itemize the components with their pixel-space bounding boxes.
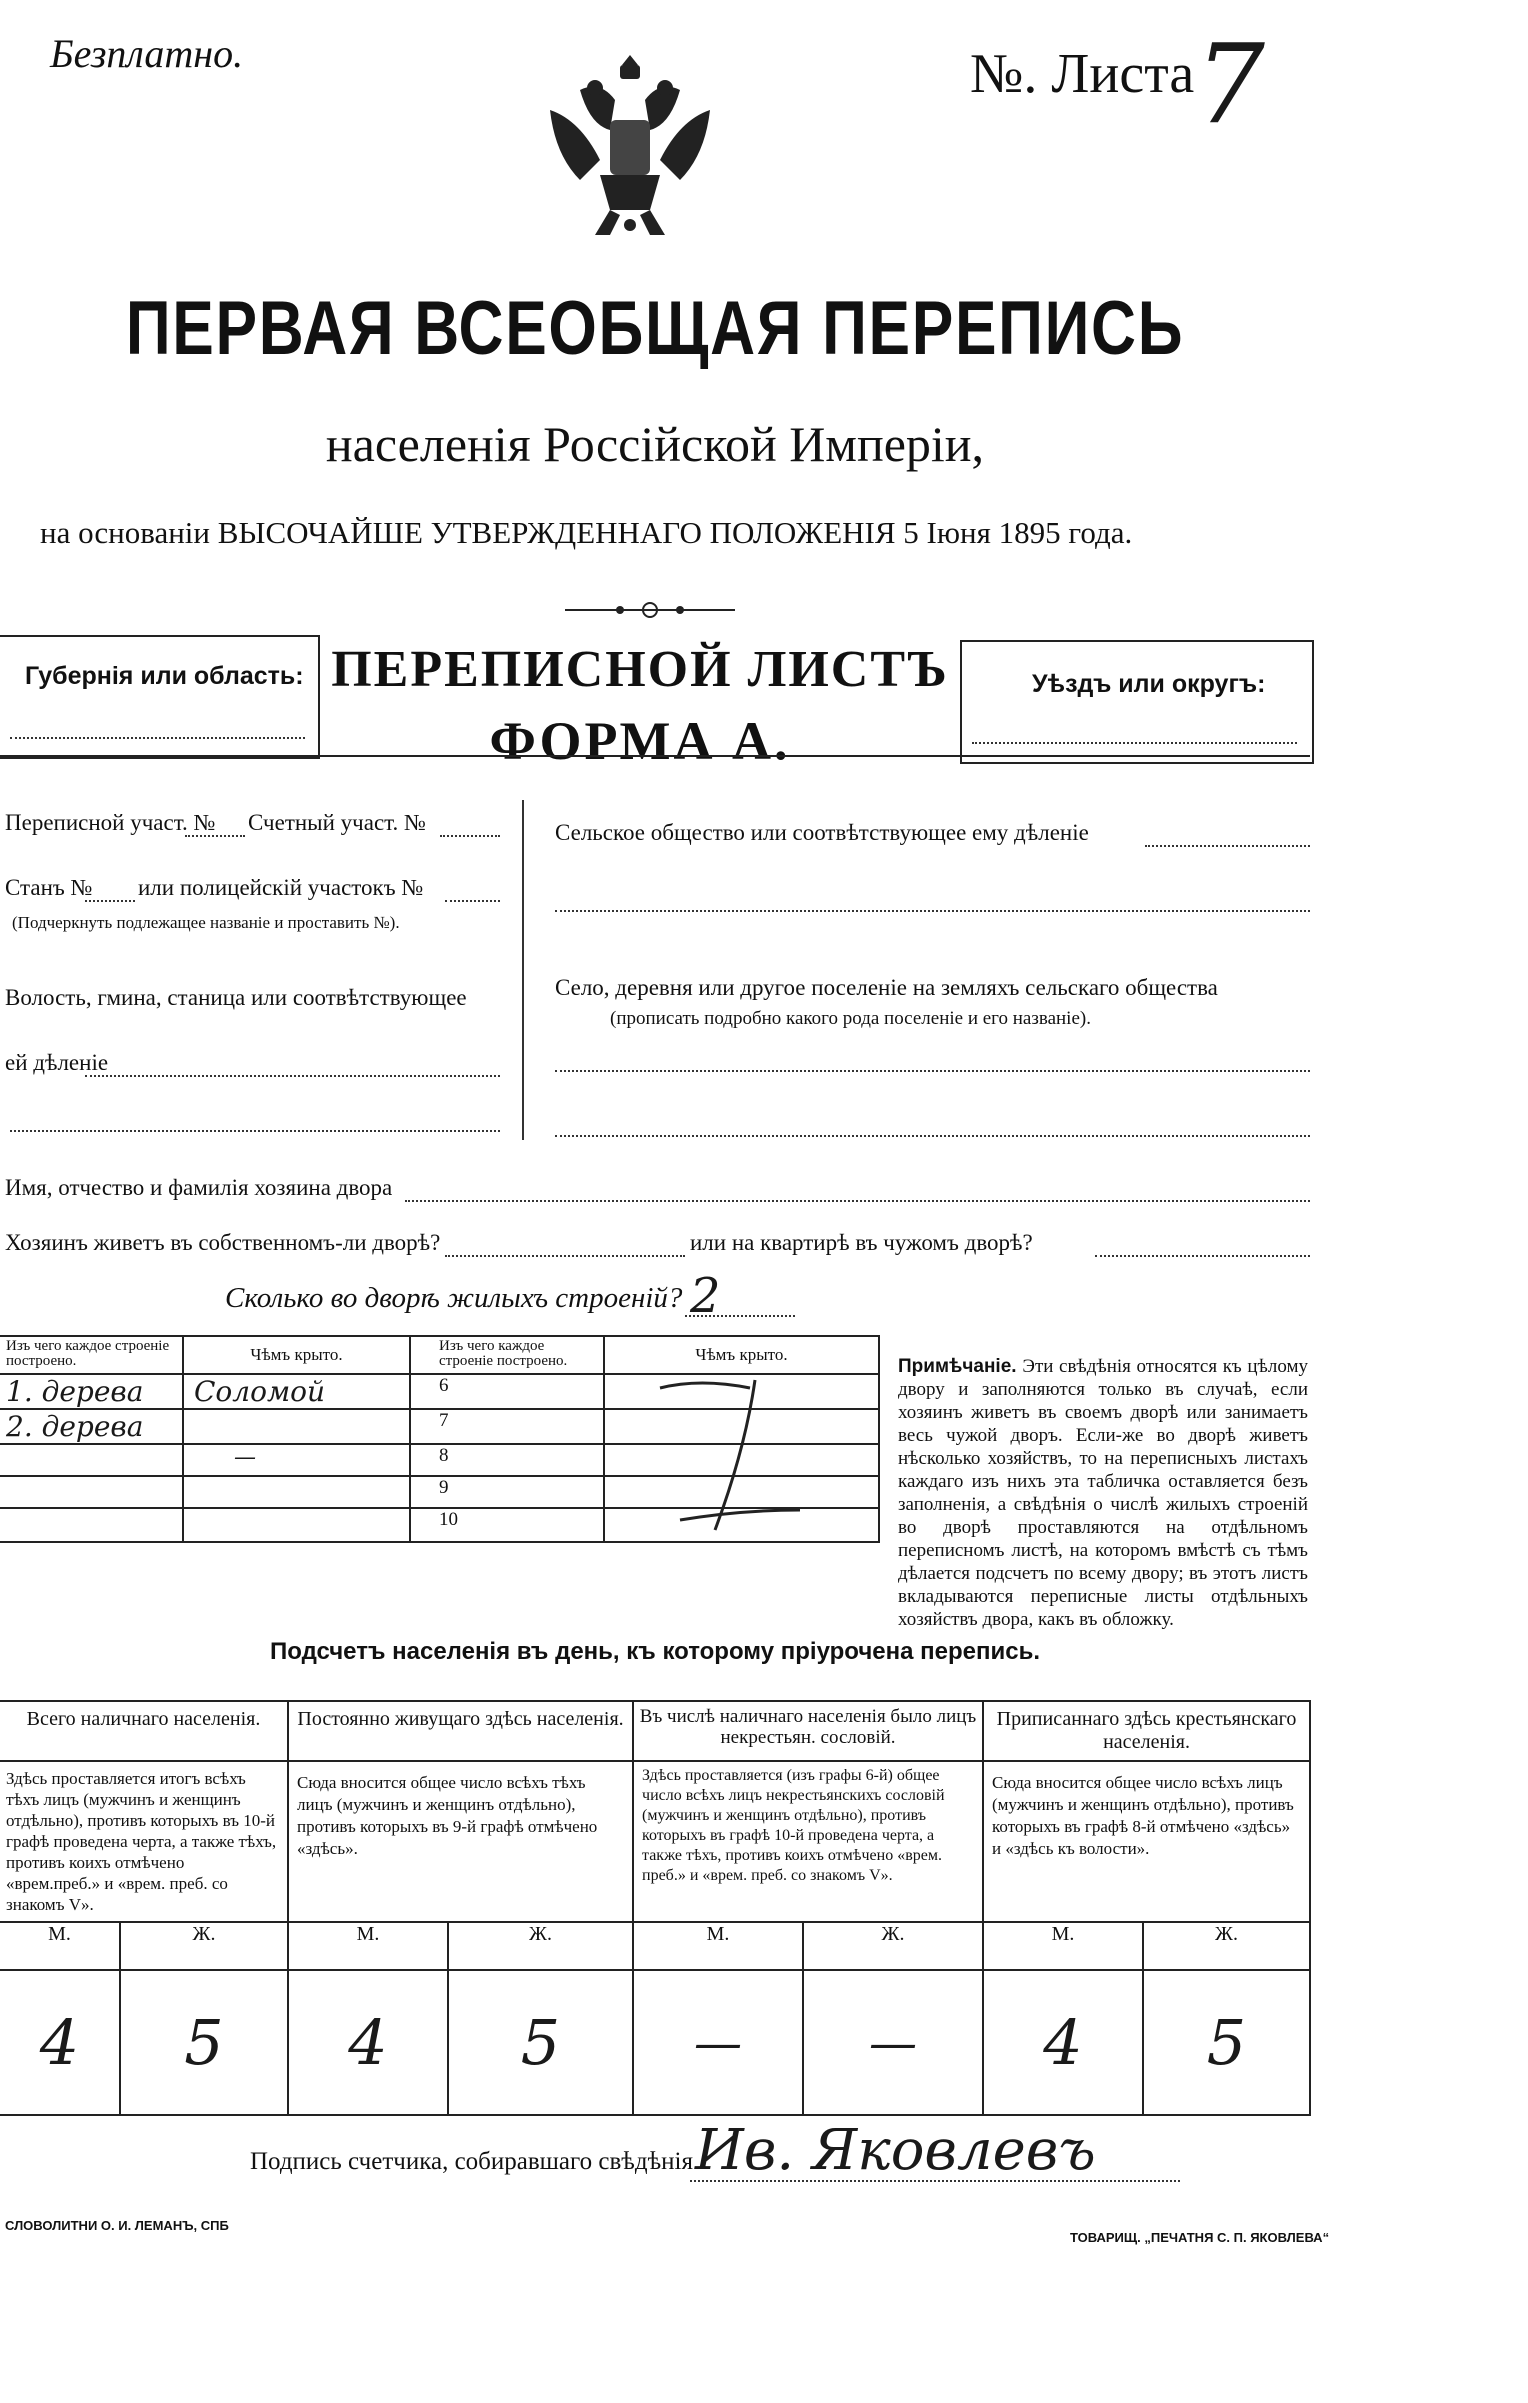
printer-left: СЛОВОЛИТНИ О. И. ЛЕМАНЪ, СПБ (5, 2218, 229, 2233)
province-box[interactable] (0, 635, 320, 759)
buildings-question: Сколько во дворѣ жилыхъ строеній? (225, 1282, 683, 1314)
division-input[interactable] (85, 1075, 500, 1077)
division-input-2[interactable] (10, 1130, 500, 1132)
f-header: Ж. (1143, 1922, 1310, 1970)
total-m-value[interactable]: 4 (39, 2006, 80, 2079)
province-label: Губернія или область: (25, 662, 304, 690)
division-label: ей дѣленіе (5, 1050, 109, 1075)
signature-label: Подпись счетчика, собиравшаго свѣдѣнія (250, 2148, 693, 2175)
col-permanent-title: Постоянно живущаго здѣсь населенія. (288, 1701, 633, 1761)
free-label: Безплатно. (50, 31, 244, 76)
count-heading: Подсчетъ населенія въ день, къ которому пріурочена перепись. (270, 1638, 1040, 1665)
province-input[interactable] (10, 737, 305, 739)
owner-lives-input[interactable] (445, 1255, 685, 1257)
built-cell[interactable]: 2. дерева (6, 1410, 144, 1443)
count-section-input[interactable] (440, 835, 500, 837)
census-section-label: Переписной участ. № (5, 810, 216, 835)
col-total-desc: Здѣсь проставляется итогъ всѣхъ тѣхъ лицъ (мужчинъ и женщинъ отдѣльно), противъ которыхъ въ 10-й графѣ проведена черта, а также тѣхъ, противъ коихъ отмѣчено «врем.преб.» и «врем. преб. со знакомъ V». (0, 1761, 288, 1922)
row-number: 7 (439, 1410, 449, 1431)
permanent-m-value[interactable]: 4 (348, 2006, 388, 2079)
village-input[interactable] (555, 1070, 1310, 1072)
row-number: 9 (439, 1477, 449, 1498)
rural-society-label: Сельское общество или соотвѣтствующее ему дѣленіе (555, 820, 1089, 845)
volost-label: Волость, гмина, станица или соотвѣтствующее (5, 985, 467, 1010)
col-roof-header: Чѣмъ крыто. (183, 1336, 410, 1374)
rent-input[interactable] (1095, 1255, 1310, 1257)
m-header: М. (983, 1922, 1143, 1970)
note-heading: Примѣчаніе. (898, 1356, 1017, 1377)
f-header: Ж. (120, 1922, 288, 1970)
village-label: Село, деревня или другое поселеніе на земляхъ сельскаго общества (555, 975, 1218, 1000)
noncrest-m-value[interactable]: — (694, 2014, 743, 2071)
peasant-f-value[interactable]: 5 (1206, 2006, 1247, 2079)
col-roof2-header: Чѣмъ крыто. (604, 1336, 879, 1374)
row-number: 6 (439, 1375, 449, 1396)
m-header: М. (633, 1922, 803, 1970)
col-peasant-title: Приписаннаго здѣсь крестьянскаго населенія. (983, 1701, 1310, 1761)
note-text: Эти свѣдѣнія относятся къ цѣлому двору и заполняются только въ случаѣ, если хозяинъ живетъ въ своемъ дворѣ или занимаетъ весь чужой дворъ. Если-же во дворѣ живетъ нѣсколько хозяйствъ, то на переписныхъ листахъ каждаго изъ нихъ эта табличка оставляется безъ заполненія, а свѣдѣнія о числѣ жилыхъ строеній во дворѣ проставляются на отдѣльномъ переписномъ листѣ, на которомъ вмѣстѣ съ тѣмъ дѣлается подсчетъ по всему двору; въ этотъ листъ вкладываются переписные листы отдѣльныхъ хозяйствъ двора, какъ въ обложку. (898, 1356, 1308, 1630)
buildings-answer-line (685, 1315, 795, 1317)
census-subtitle: населенія Россійской Имперіи, (325, 416, 985, 472)
sheet-number: 7 (1195, 20, 1265, 148)
rural-society-input[interactable] (1145, 845, 1310, 847)
village-input-2[interactable] (555, 1135, 1310, 1137)
camp-input[interactable] (85, 900, 135, 902)
roof-cell[interactable]: Соломой (194, 1375, 326, 1408)
census-section-input[interactable] (185, 835, 245, 837)
handwritten-strokes (640, 1370, 860, 1545)
camp-label: Станъ № (5, 875, 93, 900)
m-header: М. (288, 1922, 448, 1970)
row-number: 10 (439, 1509, 458, 1530)
built-cell[interactable]: 1. дерева (6, 1375, 144, 1408)
double-headed-eagle-icon (540, 50, 720, 240)
buildings-answer[interactable]: 2 (690, 1268, 721, 1324)
rent-label: или на квартирѣ въ чужомъ дворѣ? (690, 1230, 1033, 1255)
signature-line (690, 2180, 1180, 2182)
ornament-divider (560, 595, 740, 625)
district-label: Уѣздъ или округъ: (1032, 670, 1266, 698)
col-peasant-desc: Сюда вносится общее число всѣхъ лицъ (мужчинъ и женщинъ отдѣльно), противъ которыхъ въ графѣ 8-й отмѣчено «здѣсь» и «здѣсь къ волости». (983, 1761, 1310, 1922)
col-permanent-desc: Сюда вносится общее число всѣхъ тѣхъ лицъ (мужчинъ и женщинъ отдѣльно), противъ которыхъ въ 9-й графѣ отмѣчено «здѣсь». (288, 1761, 633, 1922)
census-basis: на основаніи ВЫСОЧАЙШЕ УТВЕРЖДЕННАГО ПОЛОЖЕНІЯ 5 Іюня 1895 года. (40, 515, 1133, 550)
roof-cell[interactable]: — (234, 1445, 256, 1470)
count-section-label: Счетный участ. № (248, 810, 426, 835)
noncrest-f-value[interactable]: — (869, 2014, 918, 2071)
f-header: Ж. (448, 1922, 633, 1970)
form-subtitle: ФОРМА А. (489, 711, 791, 771)
owner-name-label: Имя, отчество и фамилія хозяина двора (5, 1175, 393, 1200)
row-number: 8 (439, 1445, 449, 1466)
f-header: Ж. (803, 1922, 983, 1970)
peasant-m-value[interactable]: 4 (1043, 2006, 1083, 2079)
col-built-header: Изъ чего каждое строеніе построено. (0, 1336, 183, 1374)
form-title: ПЕРЕПИСНОЙ ЛИСТЪ (331, 641, 949, 698)
permanent-f-value[interactable]: 5 (520, 2006, 561, 2079)
police-label: или полицейскій участокъ № (138, 875, 424, 900)
signature[interactable]: Ив. Яковлевъ (695, 2118, 1096, 2183)
col-noncrest-title: Въ числѣ наличнаго населенія было лицъ некрестьян. сословій. (633, 1701, 983, 1761)
section-divider (0, 755, 1310, 757)
district-input[interactable] (972, 742, 1297, 744)
note (898, 1355, 1308, 1631)
total-f-value[interactable]: 5 (184, 2006, 224, 2079)
column-divider (522, 800, 524, 1140)
owner-lives-label: Хозяинъ живетъ въ собственномъ-ли дворѣ? (5, 1230, 441, 1255)
village-note: (прописать подробно какого рода поселеніе и его названіе). (610, 1008, 1091, 1029)
col-built2-header: Изъ чего каждое строеніе построено. (433, 1336, 604, 1374)
police-input[interactable] (445, 900, 500, 902)
owner-name-input[interactable] (405, 1200, 1310, 1202)
printer-right: ТОВАРИЩ. „ПЕЧАТНЯ С. П. ЯКОВЛЕВА“ (1070, 2230, 1330, 2245)
col-total-title: Всего наличнаго населенія. (0, 1701, 288, 1761)
sheet-label: №. Листа (970, 43, 1195, 105)
census-title: ПЕРВАЯ ВСЕОБЩАЯ ПЕРЕПИСЬ (125, 286, 1185, 371)
district-box[interactable] (960, 640, 1314, 764)
rural-society-input-2[interactable] (555, 910, 1310, 912)
col-noncrest-desc: Здѣсь проставляется (изъ графы 6-й) общее число всѣхъ лицъ некрестьянскихъ сословій (мужчинъ и женщинъ отдѣльно), противъ которыхъ въ графѣ 10-й проведена черта, а также тѣхъ, противъ коихъ отмѣчено «врем. преб.» и «врем. преб. со знакомъ V». (633, 1761, 983, 1922)
population-count-table (0, 1700, 1311, 2116)
m-header: М. (0, 1922, 120, 1970)
underline-note: (Подчеркнуть подлежащее названіе и проставить №). (12, 913, 400, 932)
